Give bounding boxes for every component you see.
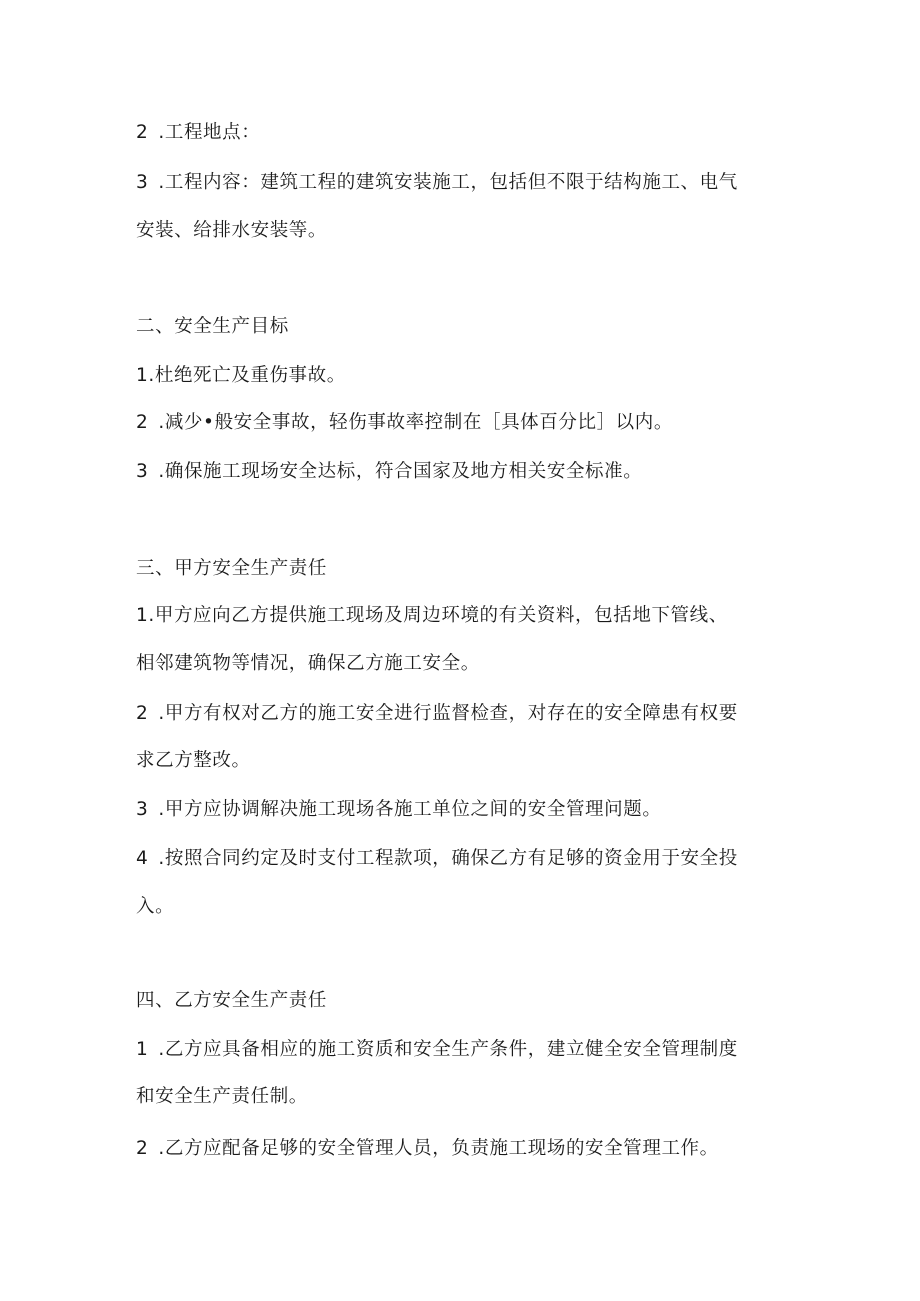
list-item: 1.杜绝死亡及重伤事故。 — [136, 365, 346, 386]
item-text: .乙方应具备相应的施工资质和安全生产条件，建立健全安全管理制度 — [158, 1039, 738, 1060]
list-item — [136, 797, 786, 823]
item-number: 1 — [136, 1039, 149, 1060]
item-number: 4 — [136, 848, 149, 869]
item-text: .工程地点： — [158, 122, 261, 143]
item-text: .减少•般安全事故，轻伤事故率控制在［具体百分比］以内。 — [158, 412, 673, 433]
list-item — [136, 170, 786, 196]
item-text: .按照合同约定及时支付工程款项，确保乙方有足够的资金用于安全投 — [158, 848, 738, 869]
list-item — [136, 701, 786, 727]
section-heading: 四、乙方安全生产责任 — [136, 990, 328, 1011]
section-heading: 二、安全生产目标 — [136, 316, 289, 337]
section-heading: 三、甲方安全生产责任 — [136, 558, 328, 579]
list-item — [136, 1037, 786, 1063]
list-item-continuation: 相邻建筑物等情况，确保乙方施工安全。 — [136, 653, 480, 674]
list-item — [136, 846, 786, 872]
item-text: .甲方应协调解决施工现场各施工单位之间的安全管理问题。 — [158, 799, 662, 820]
list-item-continuation: 求乙方整改。 — [136, 750, 251, 771]
item-number: 2 — [136, 1138, 149, 1159]
list-item — [136, 120, 786, 146]
list-item — [136, 459, 786, 485]
item-text: .确保施工现场安全达标，符合国家及地方相关安全标准。 — [158, 461, 643, 482]
list-item-continuation: 入。 — [136, 896, 175, 917]
item-number: 3 — [136, 172, 149, 193]
item-number: 2 — [136, 412, 149, 433]
item-number: 2 — [136, 703, 149, 724]
item-number: 2 — [136, 122, 149, 143]
list-item-continuation: 安装、给排水安装等。 — [136, 220, 328, 241]
item-text: .工程内容：建筑工程的建筑安装施工，包括但不限于结构施工、电气 — [158, 172, 738, 193]
item-number: 3 — [136, 799, 149, 820]
item-text: .甲方有权对乙方的施工安全进行监督检查，对存在的安全障患有权要 — [158, 703, 738, 724]
item-number: 3 — [136, 461, 149, 482]
list-item — [136, 410, 786, 436]
item-text: .乙方应配备足够的安全管理人员，负责施工现场的安全管理工作。 — [158, 1138, 719, 1159]
list-item — [136, 1136, 786, 1162]
list-item-continuation: 和安全生产责任制。 — [136, 1086, 308, 1107]
list-item: 1.甲方应向乙方提供施工现场及周边环境的有关资料，包括地下管线、 — [136, 605, 728, 626]
